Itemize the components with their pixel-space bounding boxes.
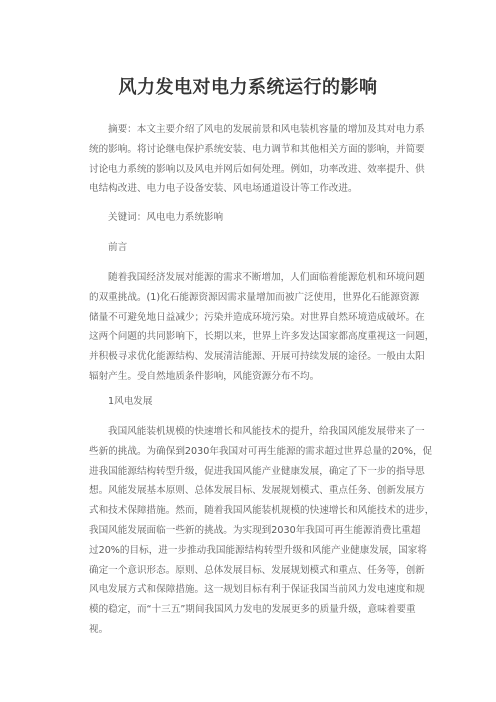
section1-line: 式和技术保障措施。然而，随着我国风能装机规模的快速增长和风能技术的进步， bbox=[89, 505, 435, 517]
preface-heading-block bbox=[89, 238, 419, 258]
keywords-line: 关键词：风电电力系统影响 bbox=[108, 212, 224, 223]
section1-line: 确定一个意识形态。原则、总体发展目标、发展规划模式和重点、任务等，创新 bbox=[89, 564, 425, 576]
abstract-block bbox=[89, 120, 425, 199]
section1-line: 风电发展方式和保障措施。这一规划目标有利于保证我国当前风力发电速度和规 bbox=[89, 584, 425, 596]
abstract-line: 讨论电力系统的影响以及风电并网后如何处理。例如，功率改进、效率提升、供 bbox=[89, 163, 425, 175]
document-title: 风力发电对电力系统运行的影响 bbox=[118, 77, 378, 98]
abstract-line: 摘要：本文主要介绍了风电的发展前景和风电装机容量的增加及其对电力系 bbox=[108, 124, 425, 135]
section1-line: 我国风能装机规模的快速增长和风能技术的提升，给我国风能发展带来了一 bbox=[108, 426, 425, 437]
section1-heading-block bbox=[89, 392, 419, 412]
section1-line: 想。风能发展基本原则、总体发展目标、发展规划模式、重点任务、创新发展方 bbox=[89, 485, 425, 497]
preface-line: 的双重挑战。(1)化石能源资源因需求量增加而被广泛使用，世界化石能源资源 bbox=[89, 291, 420, 303]
section1-line: 视。 bbox=[89, 623, 109, 635]
preface-line: 并积极寻求优化能源结构、发展清洁能源、开展可持续发展的途径。一般由太阳 bbox=[89, 351, 425, 363]
preface-line: 储量不可避免地日益减少；污染并造成环境污染。对世界自然环境造成破坏。在 bbox=[89, 311, 425, 323]
preface-line: 这两个问题的共同影响下，长期以来，世界上许多发达国家都高度重视这一问题， bbox=[89, 331, 435, 343]
section1-heading: 1风电发展 bbox=[108, 396, 153, 407]
section1-line: 我国风能发展面临一些新的挑战。为实现到2030年我国可再生能源消费比重超 bbox=[89, 524, 421, 536]
preface-line: 辐射产生。受自然地质条件影响，风能资源分布不均。 bbox=[89, 370, 320, 382]
section1-block bbox=[89, 422, 435, 640]
section1-line: 进我国能源结构转型升级，促进我国风能产业健康发展，确定了下一步的指导思 bbox=[89, 465, 425, 477]
preface-heading: 前言 bbox=[108, 242, 128, 253]
preface-line: 随着我国经济发展对能源的需求不断增加，人们面临着能源危机和环境问题 bbox=[108, 272, 425, 283]
abstract-line: 电结构改进、电力电子设备安装、风电场通道设计等工作改进。 bbox=[89, 183, 358, 195]
section1-line: 些新的挑战。为确保到2030年我国对可再生能源的需求超过世界总量的20%，促 bbox=[89, 445, 433, 457]
abstract-line: 统的影响。将讨论继电保护系统安装、电力调节和其他相关方面的影响，并简要 bbox=[89, 143, 425, 155]
section1-line: 过20%的目标，进一步推动我国能源结构转型升级和风能产业健康发展，国家将 bbox=[89, 544, 427, 556]
keywords-block bbox=[89, 208, 419, 228]
section1-line: 模的稳定，而“十三五”期间我国风力发电的发展更多的质量升级，意味着要重 bbox=[89, 604, 416, 616]
preface-block bbox=[89, 268, 435, 387]
